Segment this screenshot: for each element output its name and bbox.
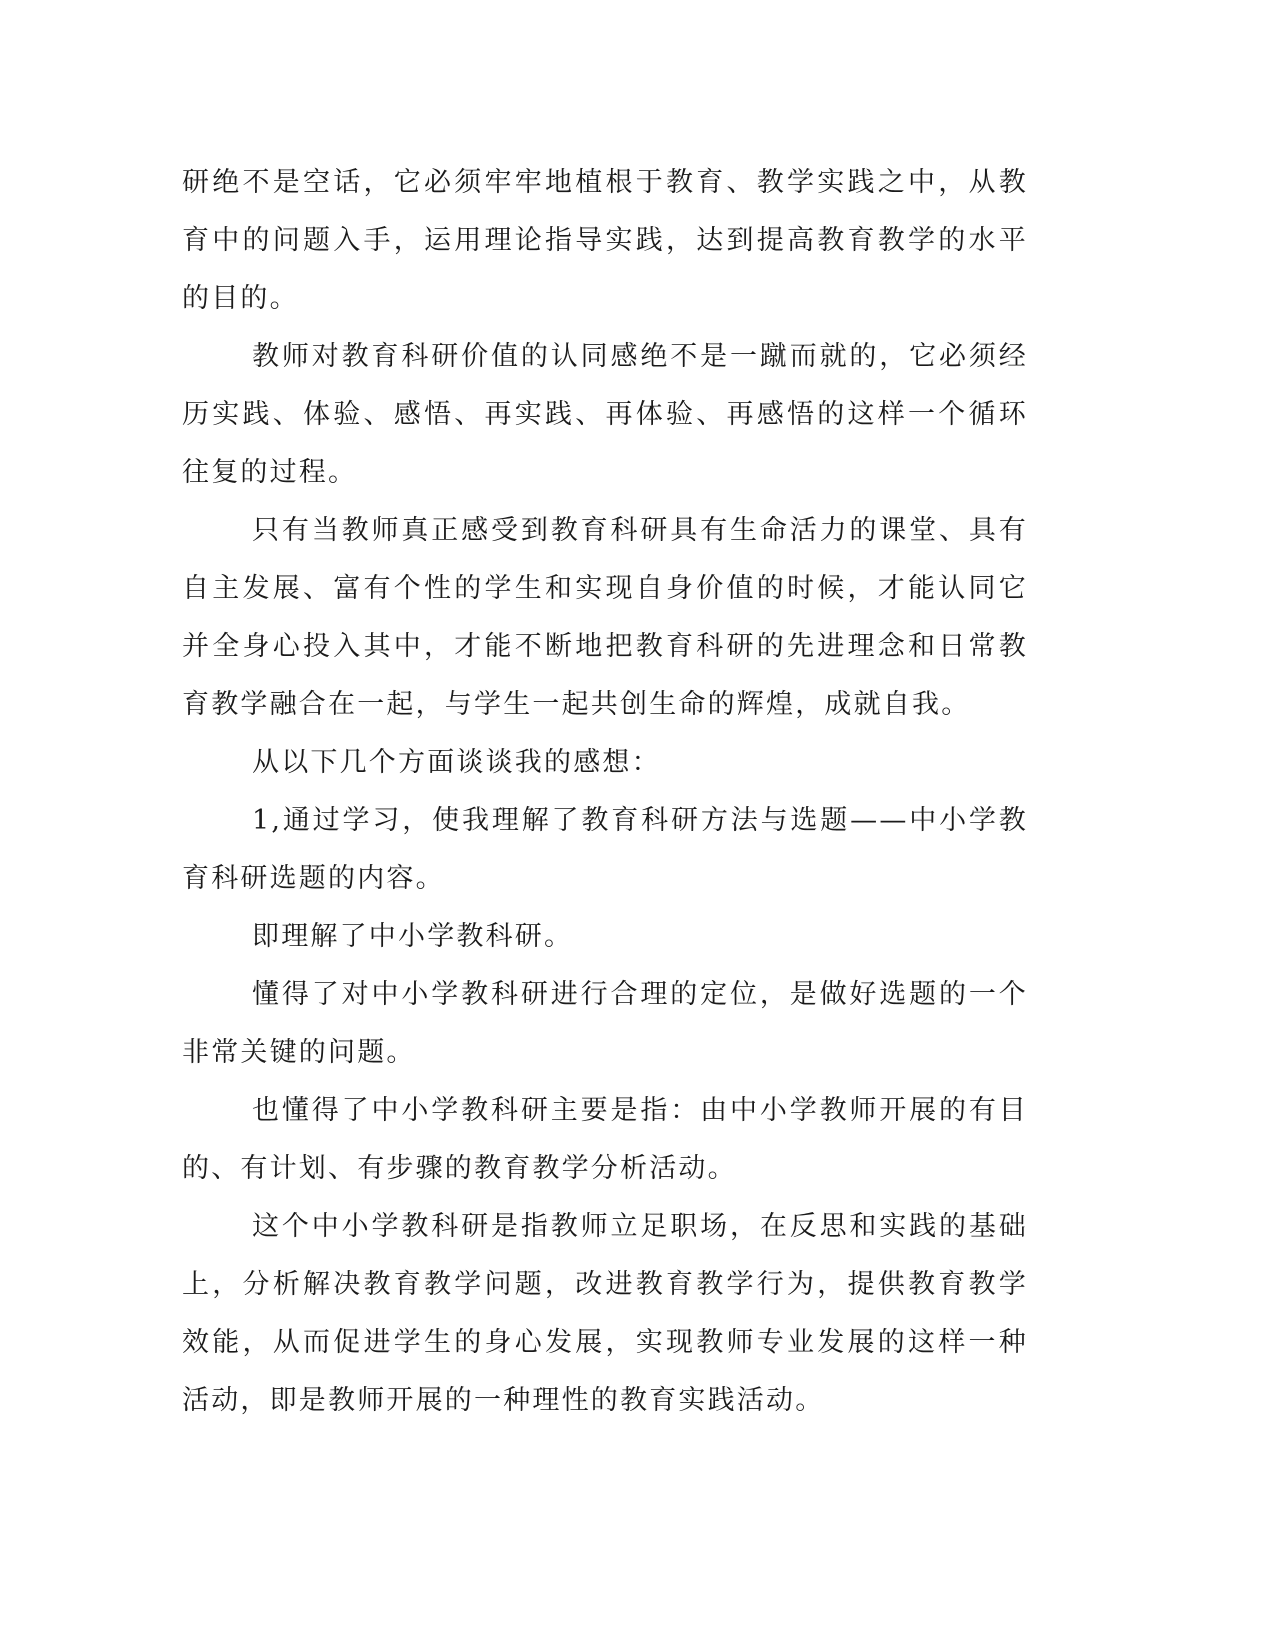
- paragraph: 即理解了中小学教科研。: [252, 921, 574, 952]
- paragraph: 从以下几个方面谈谈我的感想：: [252, 747, 661, 778]
- paragraph: 1,通过学习，使我理解了教育科研方法与选题——中小学教育科研选题的内容。: [182, 805, 1028, 894]
- paragraph: 教师对教育科研价值的认同感绝不是一蹴而就的，它必须经历实践、体验、感悟、再实践、再体验、再感悟的这样一个循环往复的过程。: [182, 341, 1028, 488]
- paragraph: 研绝不是空话，它必须牢牢地植根于教育、教学实践之中，从教育中的问题入手，运用理论指导实践，达到提高教育教学的水平的目的。: [182, 167, 1028, 314]
- document-body: [182, 154, 1028, 1430]
- paragraph: 这个中小学教科研是指教师立足职场，在反思和实践的基础上，分析解决教育教学问题，改进教育教学行为，提供教育教学效能，从而促进学生的身心发展，实现教师专业发展的这样一种活动，即是教师开展的一种理性的教育实践活动。: [182, 1211, 1028, 1416]
- paragraph: 只有当教师真正感受到教育科研具有生命活力的课堂、具有自主发展、富有个性的学生和实现自身价值的时候，才能认同它并全身心投入其中，才能不断地把教育科研的先进理念和日常教育教学融合在一起，与学生一起共创生命的辉煌，成就自我。: [182, 515, 1028, 720]
- paragraph: 也懂得了中小学教科研主要是指：由中小学教师开展的有目的、有计划、有步骤的教育教学分析活动。: [182, 1095, 1028, 1184]
- paragraph: 懂得了对中小学教科研进行合理的定位，是做好选题的一个非常关键的问题。: [182, 979, 1028, 1068]
